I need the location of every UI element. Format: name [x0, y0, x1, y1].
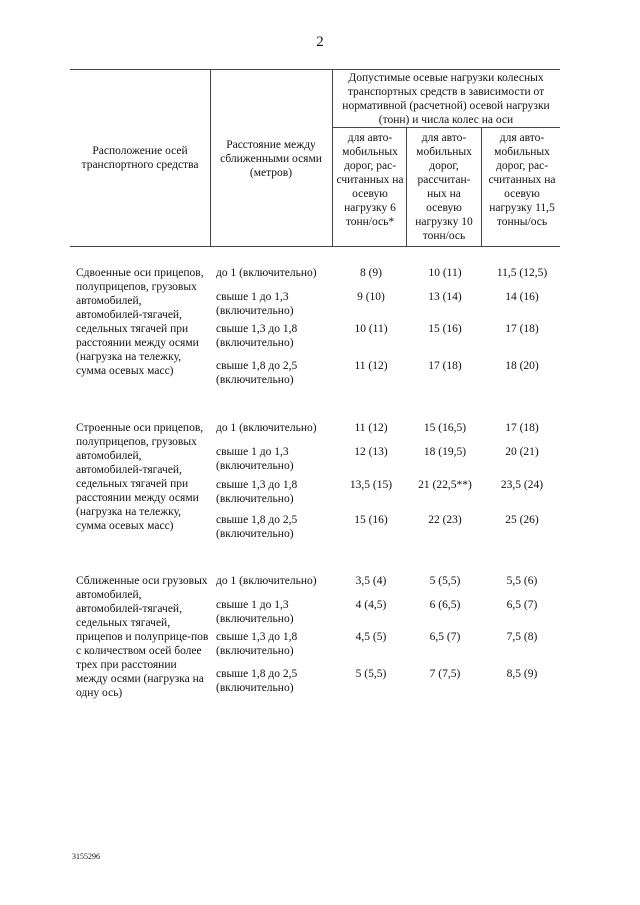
table-top-border: [70, 69, 560, 70]
distance-cell: свыше 1,3 до 1,8 (включительно): [216, 479, 298, 505]
header-6t: для авто-мобильных дорог, рас-считанных на осевую нагрузку 6 тонн/ось*: [336, 132, 404, 228]
group-label: Сдвоенные оси прицепов, полуприцепов, грузовых автомобилей, автомобилей-тягачей, седельных тягачей при расстоянии между осями (нагрузка на тележку, сумма осевых масс): [76, 267, 204, 377]
value-10t-cell: 17 (18): [428, 360, 462, 372]
value-6t-cell: 11 (12): [354, 360, 388, 372]
value-6t-cell: 11 (12): [354, 422, 388, 434]
value-6t-cell: 13,5 (15): [349, 479, 393, 491]
header-position: Расположение осей транспортного средства: [81, 145, 199, 171]
value-6t-cell: 4,5 (5): [355, 631, 387, 643]
distance-cell: свыше 1,8 до 2,5 (включительно): [216, 514, 298, 540]
distance-cell: до 1 (включительно): [216, 267, 317, 279]
value-10t-cell: 5 (5,5): [429, 575, 461, 587]
value-6t-cell: 4 (4,5): [355, 599, 387, 611]
value-10t-cell: 10 (11): [428, 267, 462, 279]
distance-cell: свыше 1 до 1,3 (включительно): [216, 446, 294, 472]
value-11-5t-cell: 8,5 (9): [506, 668, 538, 680]
value-6t-cell: 12 (13): [354, 446, 388, 458]
value-10t-cell: 22 (23): [428, 514, 462, 526]
header-load-group: Допустимые осевые нагрузки колесных транспортных средств в зависимости от нормативной (расчетной) осевой нагрузки (тонн) и числа колес на оси: [342, 72, 550, 126]
value-6t-cell: 10 (11): [354, 323, 388, 335]
value-11-5t-cell: 5,5 (6): [506, 575, 538, 587]
value-6t-cell: 3,5 (4): [355, 575, 387, 587]
value-11-5t-cell: 17 (18): [505, 323, 539, 335]
value-11-5t-cell: 14 (16): [505, 291, 539, 303]
col-divider-2: [332, 69, 333, 246]
col-divider-3: [406, 127, 407, 246]
group-label: Сближенные оси грузовых автомобилей, автомобилей-тягачей, седельных тягачей, прицепов и полуприце-пов с количеством осей более трех при расстоянии между осями (нагрузка на одну ось): [76, 575, 209, 699]
value-11-5t-cell: 7,5 (8): [506, 631, 538, 643]
header-11-5t: для авто-мобильных дорог, рас-считанных на осевую нагрузку 11,5 тонны/ось: [488, 132, 556, 228]
value-10t-cell: 15 (16): [428, 323, 462, 335]
header-bottom-border: [70, 246, 560, 247]
group-label: Строенные оси прицепов, полуприцепов, грузовых автомобилей, автомобилей-тягачей, седельных тягачей при расстоянии между осями (нагрузка на тележку, сумма осевых масс): [76, 422, 204, 532]
value-6t-cell: 9 (10): [357, 291, 385, 303]
value-10t-cell: 7 (7,5): [429, 668, 461, 680]
distance-cell: свыше 1,8 до 2,5 (включительно): [216, 668, 298, 694]
value-6t-cell: 5 (5,5): [355, 668, 387, 680]
value-11-5t-cell: 18 (20): [505, 360, 539, 372]
distance-cell: до 1 (включительно): [216, 575, 317, 587]
distance-cell: свыше 1,3 до 1,8 (включительно): [216, 631, 298, 657]
value-10t-cell: 6 (6,5): [429, 599, 461, 611]
distance-cell: свыше 1,8 до 2,5 (включительно): [216, 360, 298, 386]
value-6t-cell: 8 (9): [359, 267, 383, 279]
value-6t-cell: 15 (16): [354, 514, 388, 526]
distance-cell: до 1 (включительно): [216, 422, 317, 434]
header-10t: для авто-мобильных дорог, рассчитан-ных на осевую нагрузку 10 тонн/ось: [415, 132, 473, 242]
distance-cell: свыше 1 до 1,3 (включительно): [216, 291, 294, 317]
value-11-5t-cell: 25 (26): [505, 514, 539, 526]
col-divider-1: [210, 69, 211, 246]
value-10t-cell: 21 (22,5**): [418, 479, 472, 491]
value-11-5t-cell: 11,5 (12,5): [496, 267, 548, 279]
value-11-5t-cell: 6,5 (7): [506, 599, 538, 611]
footer-code: 3155296: [72, 852, 100, 861]
header-distance: Расстояние между сближенными осями (метров): [220, 139, 322, 179]
distance-cell: свыше 1,3 до 1,8 (включительно): [216, 323, 298, 349]
group-header-divider: [332, 127, 560, 128]
value-10t-cell: 15 (16,5): [423, 422, 467, 434]
page-number: 2: [316, 34, 324, 50]
distance-cell: свыше 1 до 1,3 (включительно): [216, 599, 294, 625]
value-11-5t-cell: 20 (21): [505, 446, 539, 458]
value-11-5t-cell: 17 (18): [505, 422, 539, 434]
value-11-5t-cell: 23,5 (24): [500, 479, 544, 491]
value-10t-cell: 6,5 (7): [429, 631, 461, 643]
col-divider-4: [481, 127, 482, 246]
value-10t-cell: 13 (14): [428, 291, 462, 303]
value-10t-cell: 18 (19,5): [423, 446, 467, 458]
